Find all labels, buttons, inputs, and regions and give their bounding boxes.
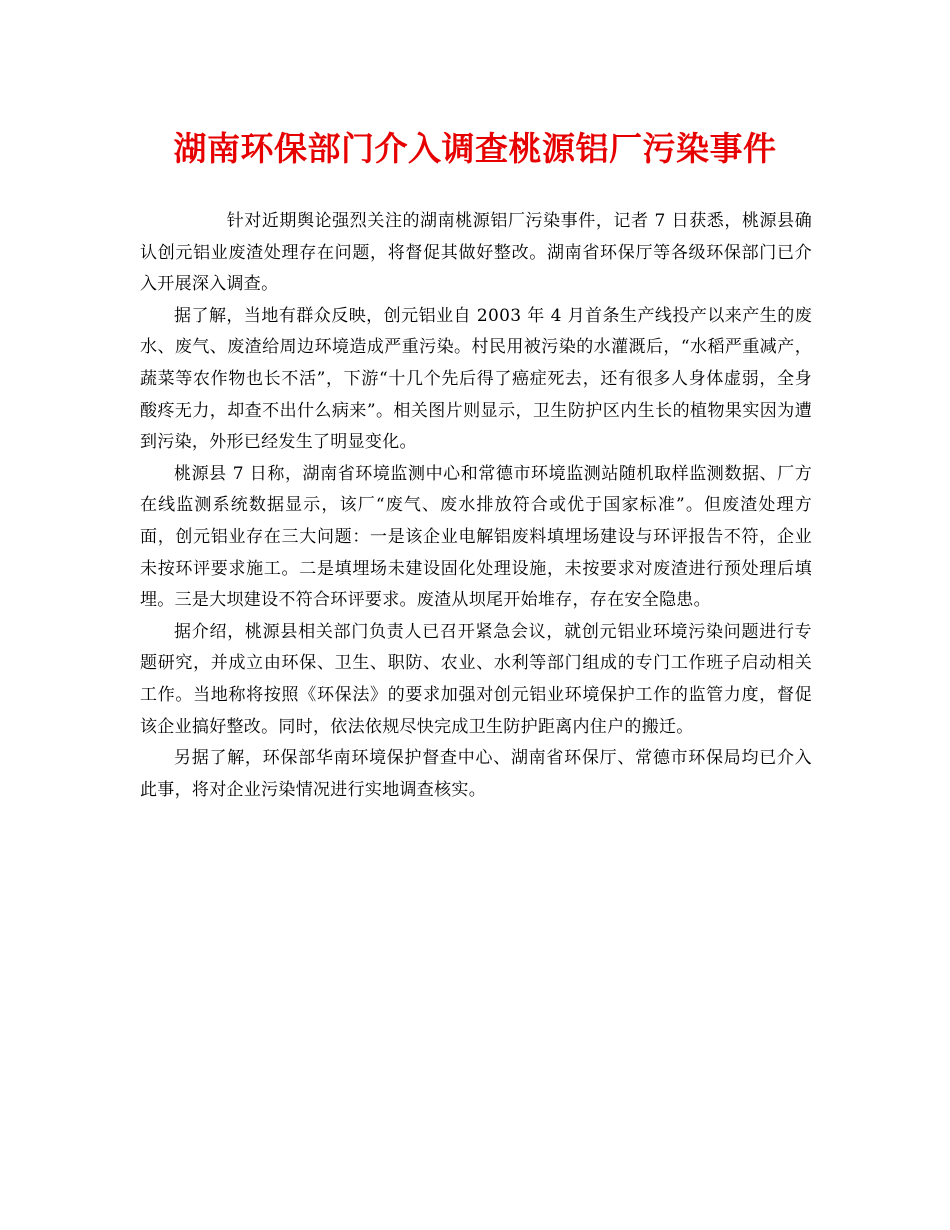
document-body: [140, 206, 812, 806]
paragraph-3: 桃源县 7 日称，湖南省环境监测中心和常德市环境监测站随机取样监测数据、厂方在线监测系统数据显示，该厂“废气、废水排放符合或优于国家标准”。但废渣处理方面，创元铝业存在三大问题：一是该企业电解铝废料填埋场建设与环评报告不符，企业未按环评要求施工。二是填埋场未建设固化处理设施，未按要求对废渣进行预处理后填埋。三是大坝建设不符合环评要求。废渣从坝尾开始堆存，存在安全隐患。: [140, 463, 812, 611]
paragraph-5: 另据了解，环保部华南环境保护督查中心、湖南省环保厅、常德市环保局均已介入此事，将对企业污染情况进行实地调查核实。: [140, 748, 812, 800]
paragraph-1: 针对近期舆论强烈关注的湖南桃源铝厂污染事件，记者 7 日获悉，桃源县确认创元铝业废渣处理存在问题，将督促其做好整改。湖南省环保厅等各级环保部门已介入开展深入调查。: [140, 211, 812, 295]
paragraph-2: 据了解，当地有群众反映，创元铝业自 2003 年 4 月首条生产线投产以来产生的废水、废气、废渣给周边环境造成严重污染。村民用被污染的水灌溉后，“水稻严重减产，蔬菜等农作物也长不活”，下游“十几个先后得了癌症死去，还有很多人身体虚弱，全身酸疼无力，却查不出什么病来”。相关图片则显示，卫生防护区内生长的植物果实因为遭到污染，外形已经发生了明显变化。: [140, 305, 812, 453]
paragraph-4: 据介绍，桃源县相关部门负责人已召开紧急会议，就创元铝业环境污染问题进行专题研究，并成立由环保、卫生、职防、农业、水利等部门组成的专门工作班子启动相关工作。当地称将按照《环保法》的要求加强对创元铝业环境保护工作的监管力度，督促该企业搞好整改。同时，依法依规尽快完成卫生防护距离内住户的搬迁。: [140, 621, 812, 737]
document-title: 湖南环保部门介入调查桃源铝厂污染事件: [173, 129, 777, 168]
